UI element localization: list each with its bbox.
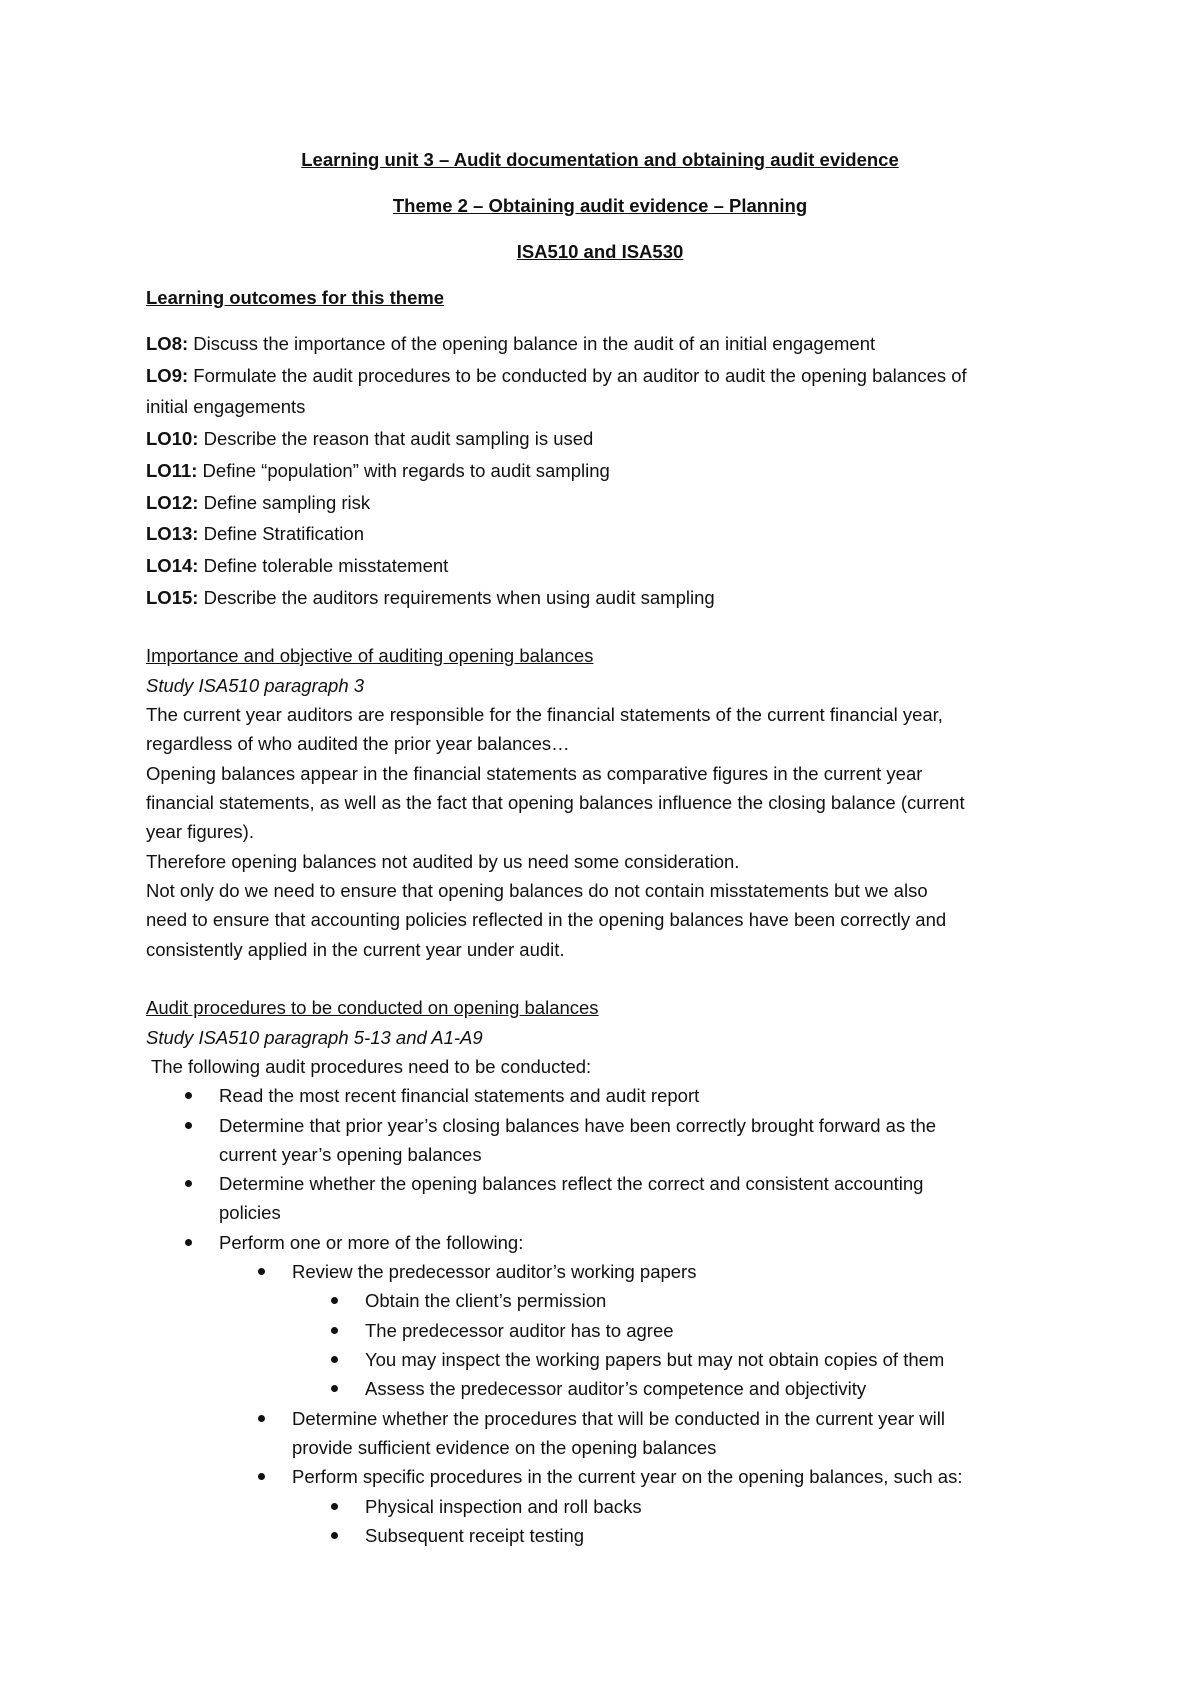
outcome-code: LO15: xyxy=(146,587,199,608)
section1-study-ref: Study ISA510 paragraph 3 xyxy=(146,675,365,696)
sub-sub-bullet-item: You may inspect the working papers but may not obtain copies of them xyxy=(365,1349,945,1370)
outcome-text: Define “population” with regards to audit sampling xyxy=(197,460,610,481)
bullet-dot xyxy=(331,1503,338,1510)
section1-line: The current year auditors are responsible for the financial statements of the current financial year, xyxy=(146,704,943,725)
sub-bullet-item: Determine whether the procedures that will be conducted in the current year will xyxy=(292,1408,945,1429)
outcome-code: LO11: xyxy=(146,460,198,481)
standards-title: ISA510 and ISA530 xyxy=(516,241,684,262)
document-title: Learning unit 3 – Audit documentation and obtaining audit evidence xyxy=(301,149,899,170)
section1-line: regardless of who audited the prior year balances… xyxy=(146,733,570,754)
bullet-dot xyxy=(185,1180,192,1187)
section2-study-ref: Study ISA510 paragraph 5-13 and A1-A9 xyxy=(146,1027,483,1048)
section2-intro: The following audit procedures need to be conducted: xyxy=(151,1056,592,1077)
bullet-item: Read the most recent financial statements and audit report xyxy=(219,1085,700,1106)
bullet-item: Determine that prior year’s closing balances have been correctly brought forward as the xyxy=(219,1115,937,1136)
bullet-dot xyxy=(331,1356,338,1363)
bullet-item: Perform one or more of the following: xyxy=(219,1232,524,1253)
outcome-lo13 xyxy=(146,525,364,544)
bullet-dot xyxy=(258,1415,265,1422)
outcome-text: Define tolerable misstatement xyxy=(198,555,449,576)
bullet-dot xyxy=(331,1327,338,1334)
section1-line: consistently applied in the current year under audit. xyxy=(146,939,565,960)
outcome-lo8 xyxy=(146,335,875,354)
bullet-dot xyxy=(331,1532,338,1539)
sub-bullet-item: Review the predecessor auditor’s working papers xyxy=(292,1261,697,1282)
outcome-code: LO9: xyxy=(146,365,189,386)
outcome-text: Formulate the audit procedures to be conducted by an auditor to audit the opening balances of xyxy=(188,365,967,386)
outcome-text: Define sampling risk xyxy=(198,492,371,513)
outcome-lo11 xyxy=(146,462,610,481)
section2-heading: Audit procedures to be conducted on opening balances xyxy=(146,997,599,1018)
outcome-lo10 xyxy=(146,430,593,449)
outcome-code: LO13: xyxy=(146,523,199,544)
bullet-dot xyxy=(331,1297,338,1304)
outcome-text: Define Stratification xyxy=(198,523,364,544)
section1-line: Therefore opening balances not audited by us need some consideration. xyxy=(146,851,740,872)
outcome-code: LO12: xyxy=(146,492,199,513)
sub-sub-bullet-item: Obtain the client’s permission xyxy=(365,1290,607,1311)
outcome-text: Describe the reason that audit sampling is used xyxy=(198,428,594,449)
outcomes-heading: Learning outcomes for this theme xyxy=(146,287,445,308)
section1-line: financial statements, as well as the fact that opening balances influence the closing balance (current xyxy=(146,792,965,813)
sub-sub-bullet-item: Subsequent receipt testing xyxy=(365,1525,585,1546)
sub-sub-bullet-item: Physical inspection and roll backs xyxy=(365,1496,642,1517)
outcome-lo14 xyxy=(146,557,448,576)
outcome-text: Discuss the importance of the opening balance in the audit of an initial engagement xyxy=(188,333,876,354)
bullet-dot xyxy=(258,1268,265,1275)
outcome-lo9-continued: initial engagements xyxy=(146,396,306,417)
sub-bullet-item-continued: provide sufficient evidence on the opening balances xyxy=(292,1437,717,1458)
bullet-dot xyxy=(185,1092,192,1099)
outcome-code: LO14: xyxy=(146,555,199,576)
section1-heading: Importance and objective of auditing opening balances xyxy=(146,645,594,666)
section1-line: Opening balances appear in the financial statements as comparative figures in the current year xyxy=(146,763,923,784)
section1-line: need to ensure that accounting policies reflected in the opening balances have been correctly and xyxy=(146,909,947,930)
sub-sub-bullet-item: Assess the predecessor auditor’s competence and objectivity xyxy=(365,1378,867,1399)
outcome-lo12 xyxy=(146,494,370,513)
bullet-item-continued: current year’s opening balances xyxy=(219,1144,482,1165)
bullet-dot xyxy=(258,1473,265,1480)
section1-line: year figures). xyxy=(146,821,254,842)
section1-line: Not only do we need to ensure that opening balances do not contain misstatements but we also xyxy=(146,880,928,901)
outcome-text: Describe the auditors requirements when using audit sampling xyxy=(198,587,715,608)
outcome-code: LO10: xyxy=(146,428,199,449)
bullet-item: Determine whether the opening balances reflect the correct and consistent accounting xyxy=(219,1173,924,1194)
sub-sub-bullet-item: The predecessor auditor has to agree xyxy=(365,1320,674,1341)
outcome-lo9 xyxy=(146,367,967,386)
theme-title: Theme 2 – Obtaining audit evidence – Planning xyxy=(392,195,808,216)
sub-bullet-item: Perform specific procedures in the current year on the opening balances, such as: xyxy=(292,1466,963,1487)
bullet-item-continued: policies xyxy=(219,1202,281,1223)
bullet-dot xyxy=(185,1122,192,1129)
outcome-code: LO8: xyxy=(146,333,189,354)
outcome-lo15 xyxy=(146,589,715,608)
bullet-dot xyxy=(331,1385,338,1392)
bullet-dot xyxy=(185,1239,192,1246)
